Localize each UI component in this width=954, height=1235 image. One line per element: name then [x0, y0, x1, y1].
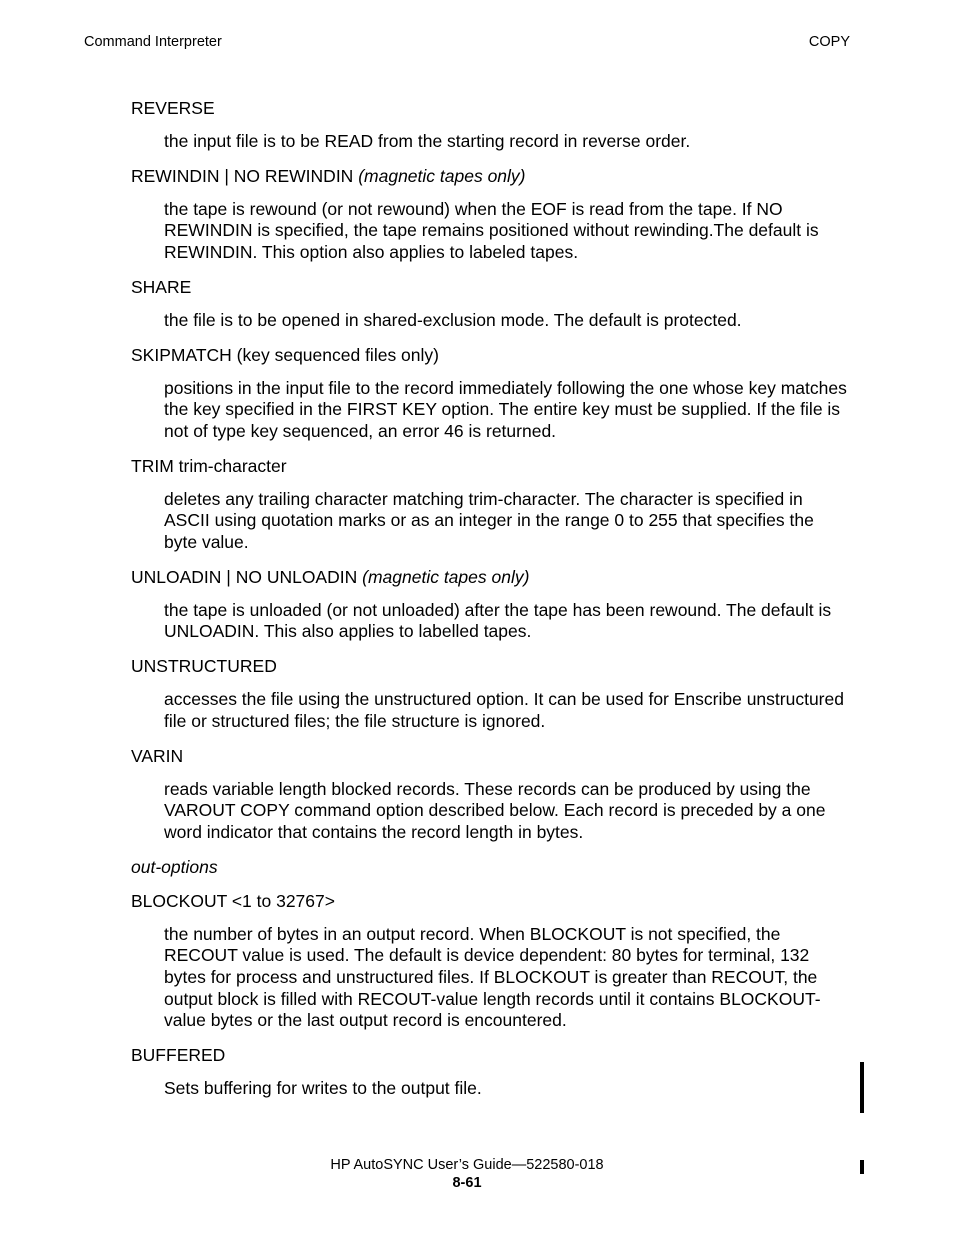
- option-description: reads variable length blocked records. These records can be produced by using the VAROUT COPY command option described below. Each record is preceded by a one word indicator that contains the record length in bytes.: [164, 778, 826, 842]
- option-description: the input file is to be READ from the starting record in reverse order.: [164, 131, 691, 151]
- option-term: [131, 890, 851, 912]
- option-term-text: SHARE: [131, 276, 192, 297]
- option-term: [131, 1044, 851, 1066]
- option-term-text: TRIM trim-character: [131, 455, 287, 476]
- option-term-text: REWINDIN | NO REWINDIN: [131, 165, 354, 186]
- page-number: 8-61: [452, 1175, 482, 1191]
- option-term-text: BLOCKOUT <1 to 32767>: [131, 890, 335, 911]
- option-term-text: UNSTRUCTURED: [131, 656, 277, 677]
- option-term-text: BUFFERED: [131, 1045, 226, 1066]
- option-description: the tape is rewound (or not rewound) when the EOF is read from the tape. If NO REWINDIN is specified, the tape remains positioned without rewinding.The default is REWINDIN. This option also applies to labeled tapes.: [164, 198, 819, 263]
- option-description: deletes any trailing character matching trim-character. The character is specified in ASCII using quotation marks or as an integer in the range 0 to 255 that specifies the byte value.: [164, 488, 814, 553]
- option-term-note: (magnetic tapes only): [358, 165, 526, 186]
- option-term-note: (magnetic tapes only): [362, 566, 530, 587]
- option-description: the tape is unloaded (or not unloaded) after the tape has been rewound. The default is UNLOADIN. This also applies to labelled tapes.: [164, 599, 832, 642]
- option-term: [131, 165, 851, 187]
- change-bar: [860, 1062, 864, 1113]
- running-header-right: COPY: [808, 34, 850, 50]
- option-description: accesses the file using the unstructured option. It can be used for Enscribe unstructured file or structured files; the file structure is ignored.: [164, 689, 844, 731]
- running-header-left: Command Interpreter: [84, 34, 222, 50]
- option-description: Sets buffering for writes to the output file.: [164, 1078, 482, 1099]
- option-term: [131, 455, 851, 477]
- option-term-text: REVERSE: [131, 98, 215, 118]
- option-term: [131, 276, 851, 298]
- document-title: HP AutoSYNC User’s Guide—522580-018: [330, 1157, 604, 1173]
- option-term: [131, 655, 851, 677]
- section-heading-text: out-options: [131, 856, 218, 877]
- option-term: [131, 566, 851, 588]
- option-description: the file is to be opened in shared-exclusion mode. The default is protected.: [164, 309, 742, 330]
- option-term-text: VARIN: [131, 745, 184, 766]
- section-heading: [131, 856, 851, 878]
- option-description: the number of bytes in an output record. When BLOCKOUT is not specified, the RECOUT value is used. The default is device dependent: 80 bytes for terminal, 132 bytes for process and unstructured files. If BLOCKOUT is greater than RECOUT, the output block is filled with RECOUT-value length records until it contains BLOCKOUT-value bytes or the last output record is encountered.: [164, 923, 821, 1031]
- option-term-text: UNLOADIN | NO UNLOADIN: [131, 566, 358, 587]
- page-footer: [0, 1156, 934, 1192]
- option-term: [131, 97, 851, 119]
- option-entries: [131, 97, 851, 1112]
- option-description: positions in the input file to the record immediately following the one whose key matches the key specified in the FIRST KEY option. The entire key must be supplied. If the file is not of type key sequenced, an error 46 is returned.: [164, 377, 847, 441]
- option-term: [131, 745, 851, 767]
- option-term-text: SKIPMATCH (key sequenced files only): [131, 344, 439, 365]
- option-term: [131, 344, 851, 366]
